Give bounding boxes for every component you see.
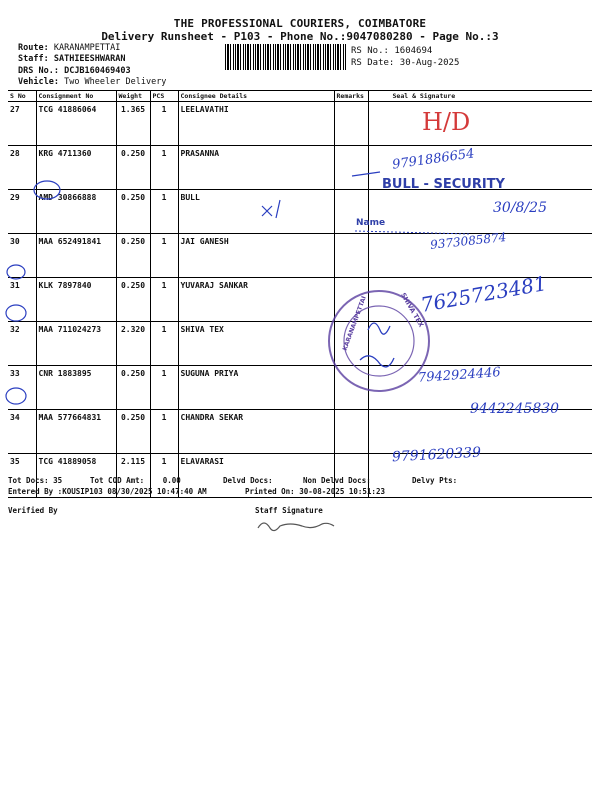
stamp-shiva-tex: SHIVA TEX [399, 291, 426, 329]
row34-phone: 9442245830 [470, 401, 560, 417]
printed-on-line [245, 487, 385, 496]
entered-by-value: KOUSIP103 08/30/2025 10:47:40 AM [62, 487, 207, 496]
totals-line [8, 476, 62, 485]
verified-by: Verified By [8, 506, 58, 515]
circle-mark-row32 [6, 305, 26, 321]
stamp-karanampettai: KARANAMPETTAI [341, 295, 368, 352]
col-remarks: Remarks [334, 91, 368, 102]
row-consignment: KLK 7897840 [36, 278, 116, 322]
row-consignment: TCG 41889058 [36, 454, 116, 498]
drs-label: DRS No.: [18, 66, 59, 76]
row30-phone: 9373085874 [429, 230, 507, 252]
tot-docs-value: 35 [53, 476, 63, 485]
col-sno: S No [8, 91, 36, 102]
col-seal-signature: Seal & Signature [368, 91, 592, 102]
circle-mark-row34 [6, 388, 26, 404]
row-weight: 1.365 [116, 102, 150, 146]
rs-no-value: 1604694 [394, 46, 433, 56]
row-consignee: JAI GANESH [178, 234, 334, 278]
circle-mark-row31 [7, 265, 25, 279]
col-consignment: Consignment No [36, 91, 116, 102]
row28-phone: 9791886654 [391, 146, 476, 173]
non-delvd-docs: Non Delvd Docs: [303, 476, 371, 485]
col-weight: Weight [116, 91, 150, 102]
route-label: Route: [18, 43, 49, 53]
row-pcs: 1 [150, 234, 178, 278]
row31-phone: 7625723481 [418, 271, 549, 317]
row-consignment: MAA 577664831 [36, 410, 116, 454]
staff-signature-label: Staff Signature [255, 506, 323, 515]
row-pcs: 1 [150, 146, 178, 190]
row35-phone: 9791620339 [391, 444, 482, 466]
tot-docs-label: Tot Docs: [8, 476, 49, 485]
row-weight: 0.250 [116, 410, 150, 454]
row-sno: 32 [8, 322, 36, 366]
row-sno: 35 [8, 454, 36, 498]
row-weight: 0.250 [116, 146, 150, 190]
tot-cod-value: 0.00 [162, 476, 181, 485]
rs-date-value: 30-Aug-2025 [399, 58, 460, 68]
printed-on-label: Printed On: [245, 487, 295, 496]
row-consignee: SUGUNA PRIYA [178, 366, 334, 410]
row29-date: 30/8/25 [493, 200, 547, 216]
rs-no-label: RS No.: [351, 46, 389, 56]
row-consignment: AMD 30866888 [36, 190, 116, 234]
route-value: KARANAMPETTAI [53, 43, 121, 53]
staff-label: Staff: [18, 54, 49, 64]
row-weight: 0.250 [116, 366, 150, 410]
row33-phone: 7942924446 [417, 365, 502, 386]
row-pcs: 1 [150, 410, 178, 454]
row-consignment: KRG 4711360 [36, 146, 116, 190]
row-sno: 33 [8, 366, 36, 410]
row-consignee: LEELAVATHI [178, 102, 334, 146]
staff-signature-scribble [258, 523, 334, 531]
row-sno: 30 [8, 234, 36, 278]
row-consignment: MAA 711024273 [36, 322, 116, 366]
cross-mark [262, 200, 280, 218]
col-pcs: PCS [150, 91, 178, 102]
row-weight: 0.250 [116, 190, 150, 234]
row-consignment: CNR 1883895 [36, 366, 116, 410]
row-sno: 31 [8, 278, 36, 322]
row-consignee: SHIVA TEX [178, 322, 334, 366]
row-consignee: ELAVARASI [178, 454, 334, 498]
row-sno: 29 [8, 190, 36, 234]
row-consignee: BULL [178, 190, 334, 234]
row-sno: 28 [8, 146, 36, 190]
document-subtitle: Delivery Runsheet - P103 - Phone No.:9047080280 - Page No.:3 [101, 30, 499, 43]
row-sno: 27 [8, 102, 36, 146]
hd-mark: H/D [422, 108, 471, 136]
row-consignment: TCG 41886064 [36, 102, 116, 146]
row-pcs: 1 [150, 454, 178, 498]
stamp-signature [360, 323, 394, 367]
col-consignee: Consignee Details [178, 91, 334, 102]
rs-date-label: RS Date: [351, 58, 395, 68]
row-sno: 34 [8, 410, 36, 454]
drs-value: DCJB160469403 [64, 66, 131, 76]
row-weight: 2.115 [116, 454, 150, 498]
tot-cod-label: Tot COD Amt: [90, 476, 145, 485]
row-weight: 2.320 [116, 322, 150, 366]
cod-line [90, 476, 181, 485]
staff-value: SATHIEESHWARAN [53, 54, 126, 64]
row-weight: 0.250 [116, 234, 150, 278]
entered-by-label: Entered By : [8, 487, 63, 496]
row-consignee: YUVARAJ SANKAR [178, 278, 334, 322]
row-pcs: 1 [150, 366, 178, 410]
row-pcs: 1 [150, 278, 178, 322]
circle-mark-amd [34, 181, 60, 199]
printed-on-value: 30-08-2025 10:51:23 [299, 487, 385, 496]
bull-security-stamp: BULL - SECURITY [382, 177, 505, 192]
entered-by-line [8, 487, 207, 496]
vehicle-label: Vehicle: [18, 77, 59, 87]
delvd-docs: Delvd Docs: [223, 476, 273, 485]
delvy-pts: Delvy Pts: [412, 476, 458, 485]
name-label: Name [356, 218, 386, 228]
arrow-mark [352, 172, 380, 176]
row-pcs: 1 [150, 322, 178, 366]
row-weight: 0.250 [116, 278, 150, 322]
row-pcs: 1 [150, 190, 178, 234]
row-consignment: MAA 652491841 [36, 234, 116, 278]
document-title: THE PROFESSIONAL COURIERS, COIMBATORE [173, 17, 427, 30]
row-consignee: CHANDRA SEKAR [178, 410, 334, 454]
row-consignee: PRASANNA [178, 146, 334, 190]
vehicle-value: Two Wheeler Delivery [64, 77, 167, 87]
row-pcs: 1 [150, 102, 178, 146]
name-line [355, 231, 470, 234]
